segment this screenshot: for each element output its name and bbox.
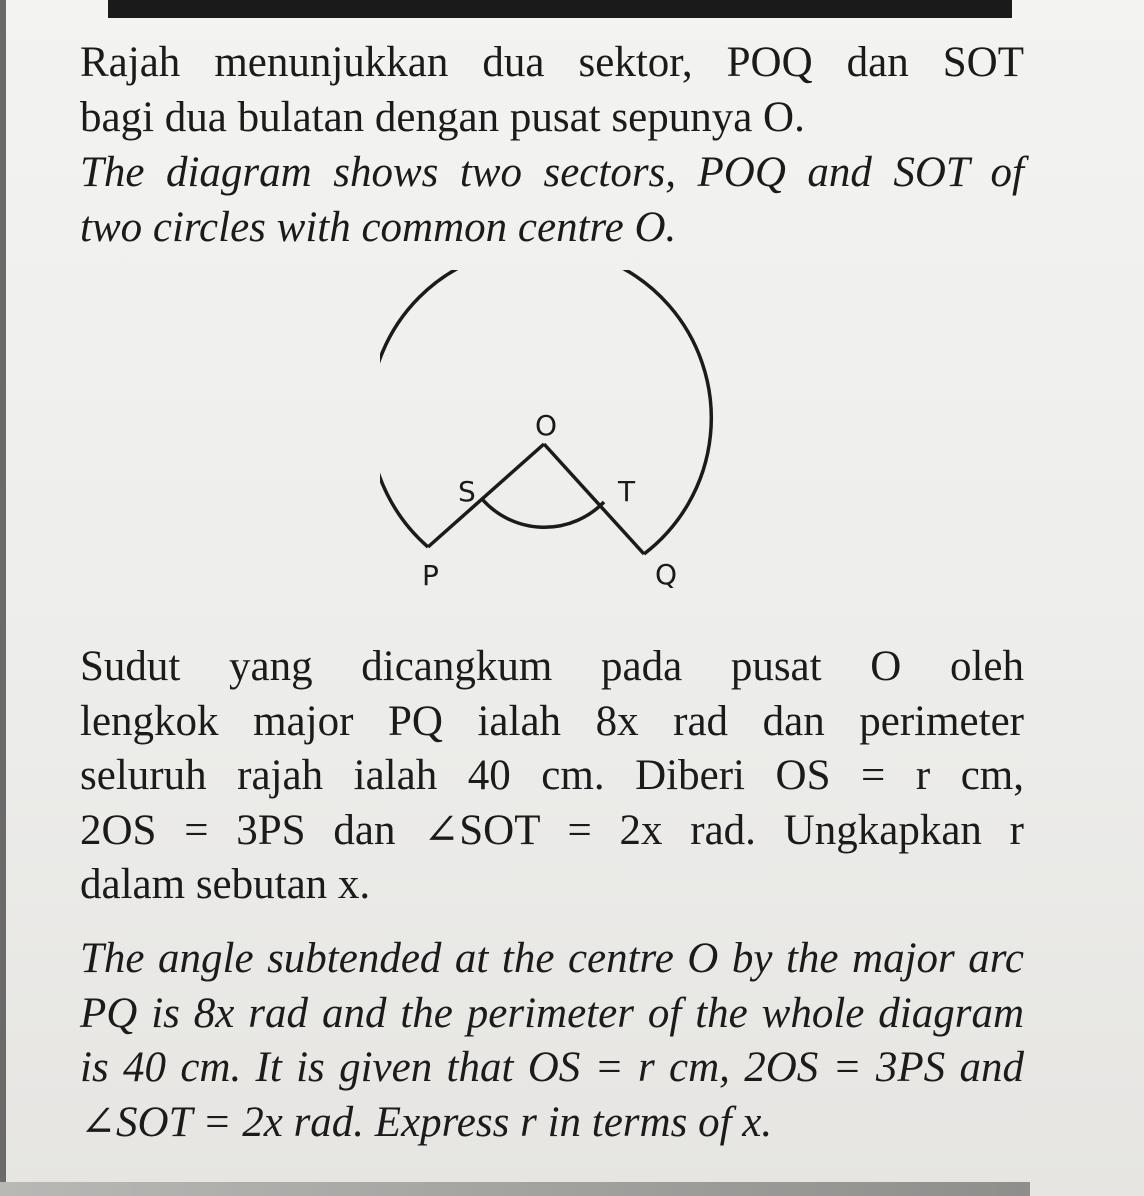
english-question-line: The angle subtended at the centre O by the major arc [80, 935, 1024, 982]
label-t: T [618, 475, 636, 508]
line-ops [428, 444, 544, 547]
english-intro-line: The diagram shows two sectors, POQ and SOT of [80, 149, 1024, 196]
malay-question-line: seluruh rajah ialah 40 cm. Diberi OS = r cm, [80, 752, 1024, 799]
sector-diagram [380, 270, 740, 600]
label-s: S [458, 475, 476, 508]
malay-question-line: lengkok major PQ ialah 8x rad dan perimeter [80, 697, 1024, 745]
label-p: P [422, 559, 439, 592]
english-question-line: is 40 cm. It is given that OS = r cm, 2OS = 3PS and [80, 1044, 1024, 1091]
english-question-line: PQ is 8x rad and the perimeter of the whole diagram [80, 989, 1024, 1037]
english-intro-line: two circles with common centre O. [80, 203, 677, 251]
top-dark-strip [108, 0, 1012, 18]
english-question-line: ∠SOT = 2x rad. Express r in terms of x. [80, 1098, 773, 1146]
page-left-edge [0, 0, 6, 1196]
malay-intro-line: bagi dua bulatan dengan pusat sepunya O. [80, 93, 805, 141]
malay-question-line: dalam sebutan x. [80, 861, 371, 908]
malay-intro-paragraph [80, 36, 1024, 145]
page-bottom-strip [0, 1182, 1030, 1196]
english-question-paragraph [80, 932, 1024, 1150]
label-o: O [535, 409, 558, 442]
malay-question-line: Sudut yang dicangkum pada pusat O oleh [80, 643, 1024, 690]
minor-arc-st [482, 499, 604, 527]
malay-question-line: 2OS = 3PS dan ∠SOT = 2x rad. Ungkapkan r [80, 806, 1024, 854]
label-q: Q [655, 558, 678, 591]
malay-question-paragraph [80, 640, 1024, 913]
malay-intro-line: Rajah menunjukkan dua sektor, POQ dan SOT [80, 39, 1024, 86]
english-intro-paragraph [80, 146, 1024, 255]
